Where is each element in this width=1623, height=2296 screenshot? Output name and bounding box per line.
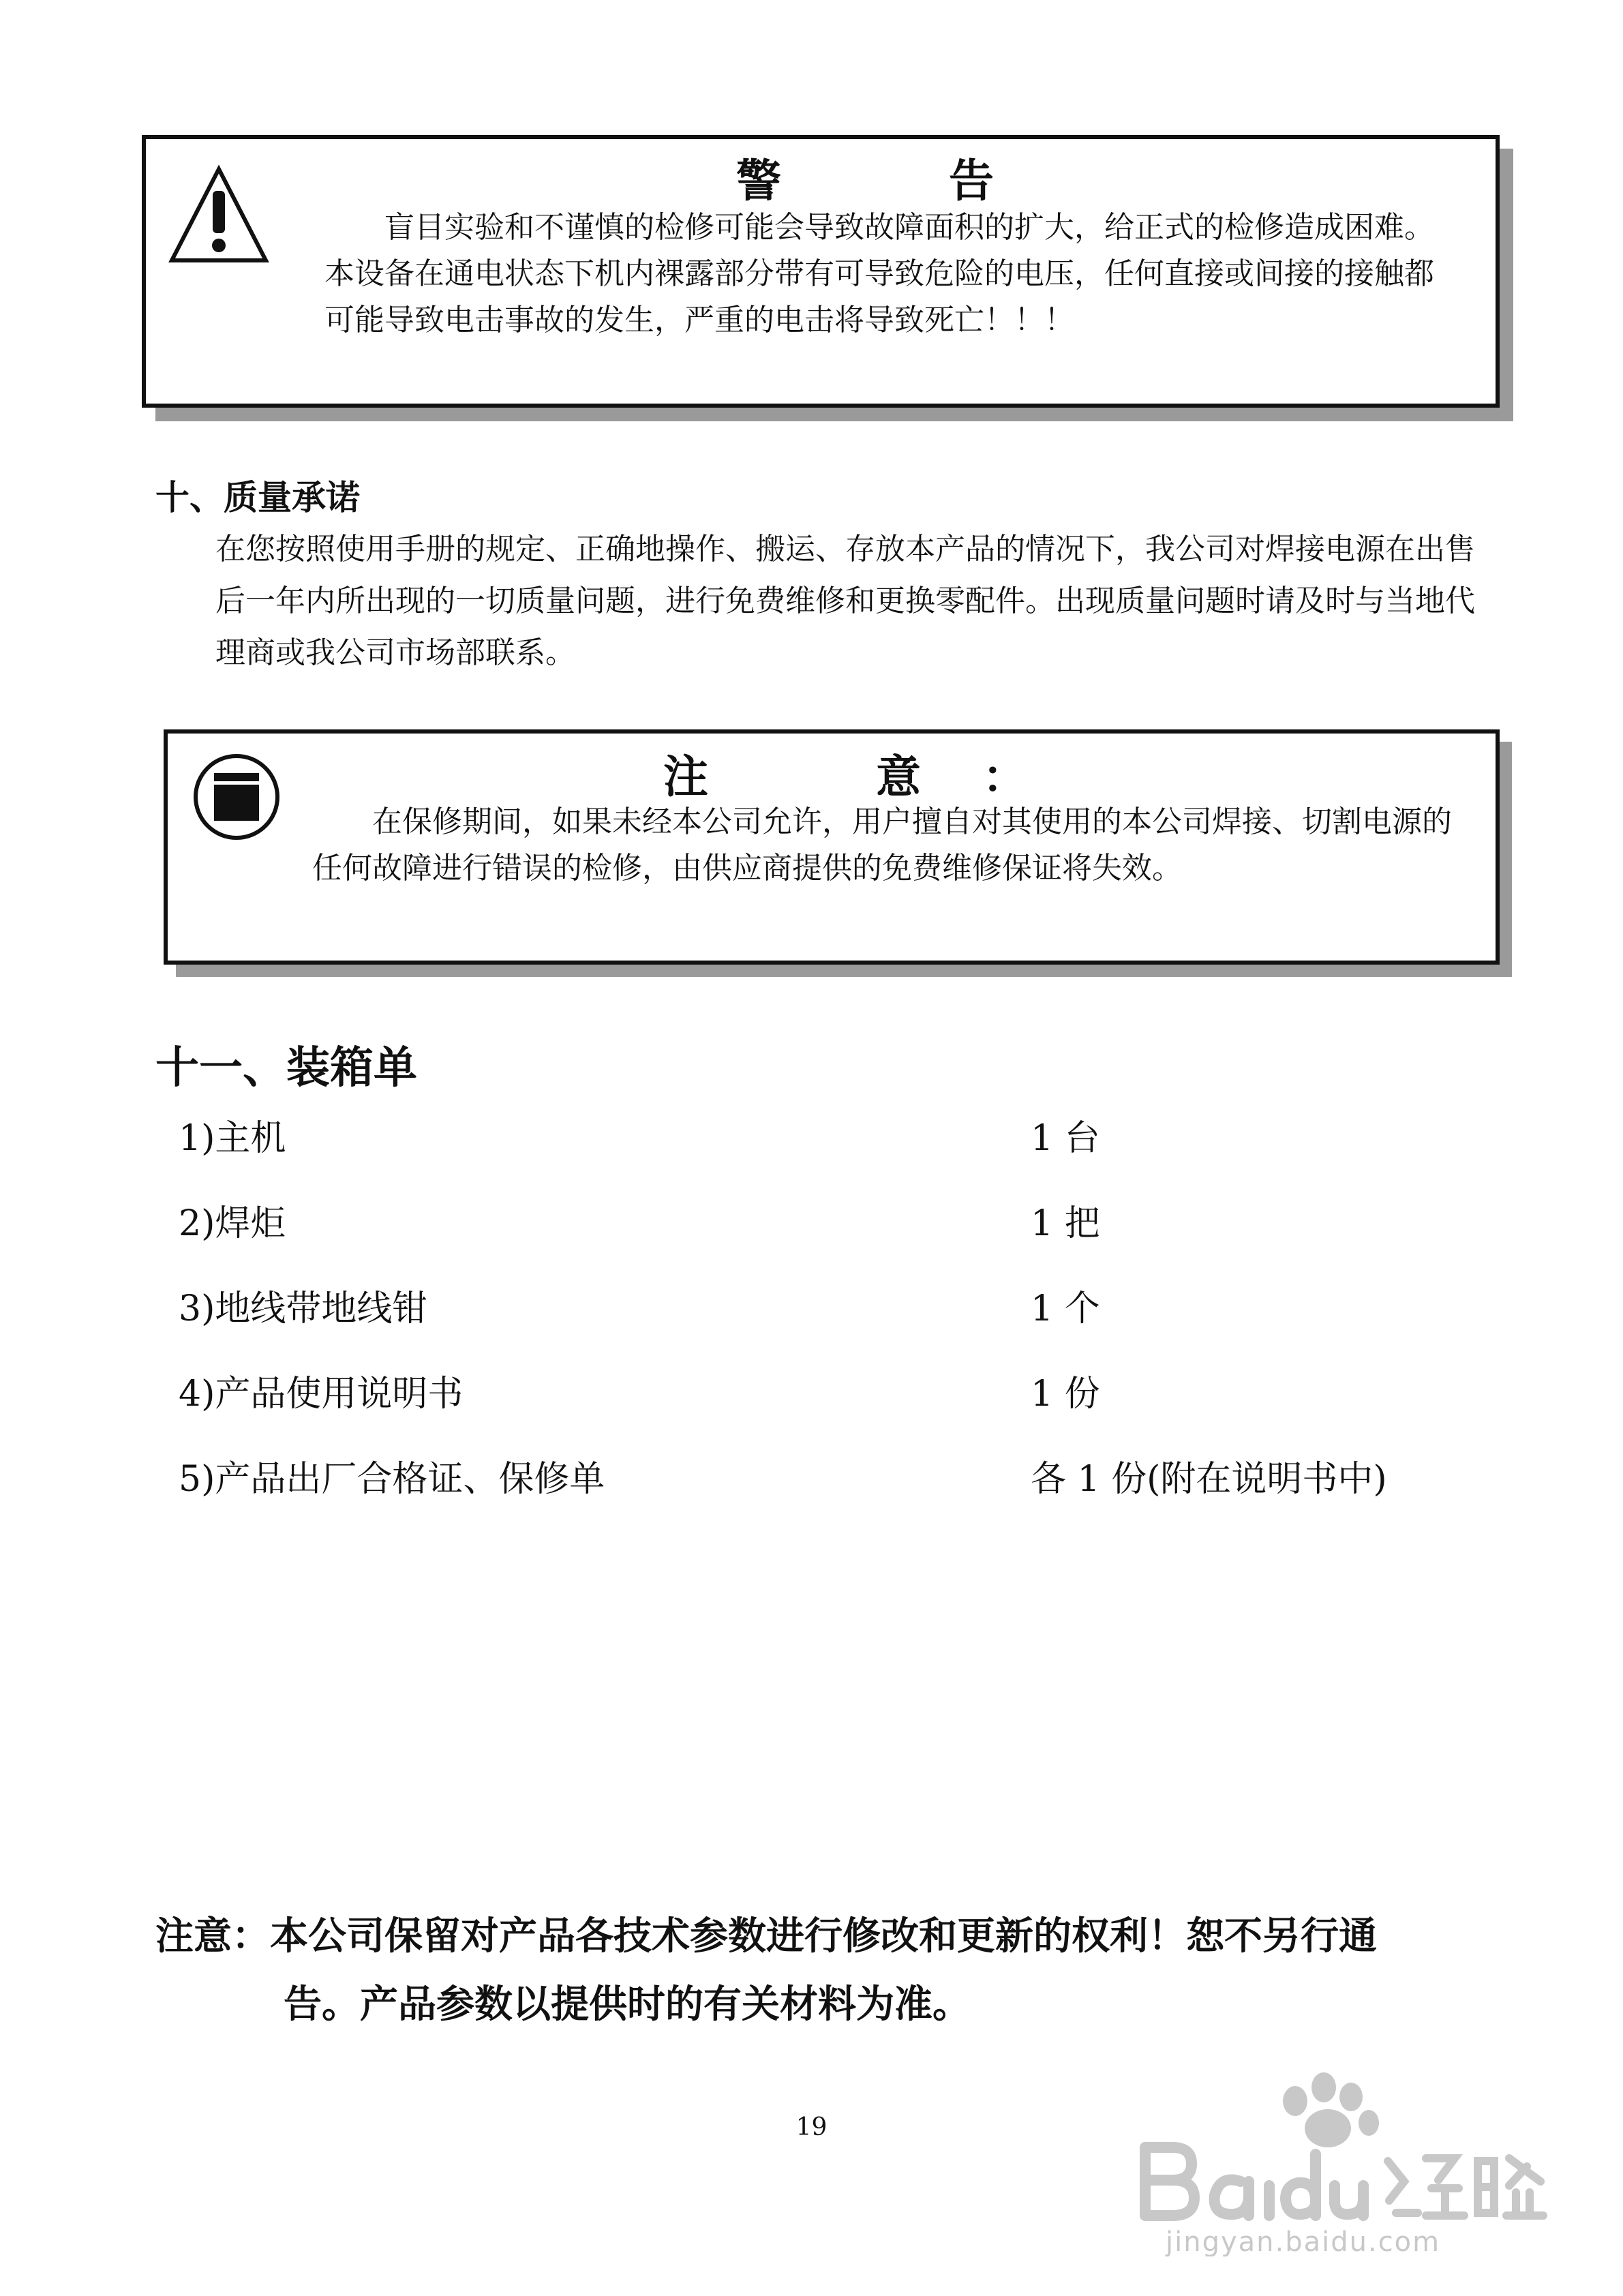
packing-heading: 十一、装箱单 [155, 1042, 417, 1093]
packing-item [179, 1196, 1474, 1251]
packing-item-qty: 1 台 [1031, 1118, 1100, 1159]
footer-notice-line2: 告。产品参数以提供时的有关材料为准。 [284, 1982, 971, 2027]
packing-item [179, 1282, 1474, 1336]
packing-item-name: 1)主机 [179, 1118, 286, 1159]
packing-item-qty: 1 个 [1031, 1288, 1100, 1329]
notice-title: 注 意： [663, 750, 1089, 803]
packing-item [179, 1111, 1474, 1166]
packing-item-qty: 各 1 份(附在说明书中) [1031, 1459, 1387, 1500]
quality-heading: 十、质量承诺 [155, 477, 360, 517]
quality-body: 在您按照使用手册的规定、正确地操作、搬运、存放本产品的情况下，我公司对焊接电源在出售后一年内所出现的一切质量问题，进行免费维修和更换零配件。出现质量问题时请及时与当地代理商或我公司市场部联系。 [215, 532, 1475, 670]
packing-item [179, 1367, 1474, 1421]
packing-item-name: 3)地线带地线钳 [179, 1288, 428, 1329]
packing-item-qty: 1 把 [1031, 1203, 1100, 1244]
jingyan-logo-glyphs [1388, 2158, 1543, 2216]
paw-logo-icon [1283, 2072, 1379, 2147]
packing-item [179, 1452, 1474, 1507]
footer-notice [155, 1902, 1491, 2038]
svg-text:jingyan.baidu.com: jingyan.baidu.com [1166, 2226, 1441, 2256]
packing-item-qty: 1 份 [1031, 1374, 1100, 1415]
packing-item-name: 4)产品使用说明书 [179, 1374, 464, 1415]
warning-body: 盲目实验和不谨慎的检修可能会导致故障面积的扩大，给正式的检修造成困难。本设备在通电状态下机内裸露部分带有可导致危险的电压，任何直接或间接的接触都可能导致电击事故的发生，严重的电击将导致死亡！！！ [324, 210, 1434, 337]
baidu-jingyan-watermark [1118, 2052, 1554, 2256]
packing-item-name: 2)焊炬 [179, 1203, 286, 1244]
page-number: 19 [795, 2113, 828, 2141]
notice-body: 在保修期间，如果未经本公司允许，用户擅自对其使用的本公司焊接、切割电源的任何故障进行错误的检修，由供应商提供的免费维修保证将失效。 [312, 804, 1452, 886]
warning-box [142, 135, 1500, 408]
warning-title: 警 告 [736, 154, 1055, 207]
packing-item-name: 5)产品出厂合格证、保修单 [179, 1459, 605, 1500]
footer-notice-line1: 注意：本公司保留对产品各技术参数进行修改和更新的权利！恕不另行通 [155, 1914, 1377, 1959]
notice-box [164, 729, 1500, 965]
